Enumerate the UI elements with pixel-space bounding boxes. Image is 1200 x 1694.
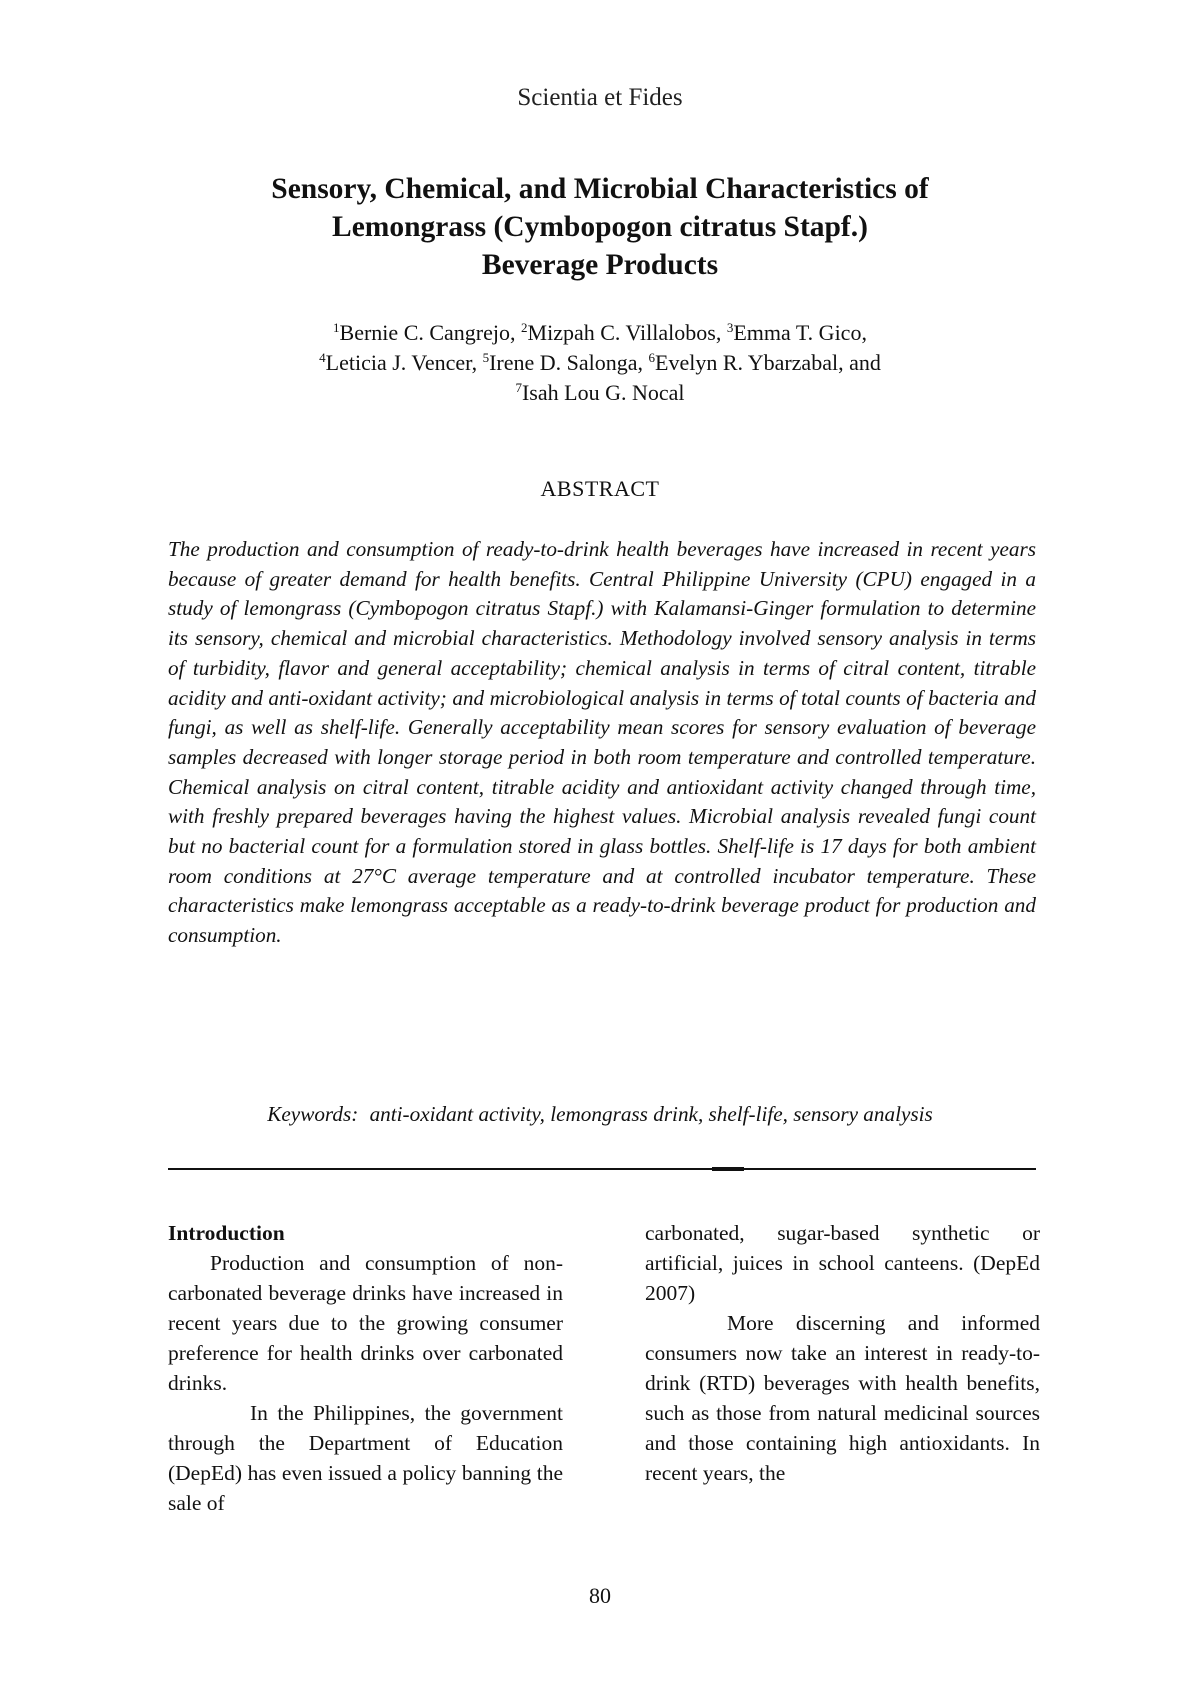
author-name: Leticia J. Vencer, — [325, 350, 483, 375]
body-paragraph: More discerning and informed consumers now take an interest in ready-to-drink (RTD) beverages with health benefits, such as those from natural medicinal sources and those containing high antioxidants. In recent years, the — [645, 1311, 1040, 1485]
section-divider-accent — [712, 1167, 744, 1171]
author-affiliation-marker: 1 — [333, 320, 340, 335]
author-name: Evelyn R. Ybarzabal, and — [655, 350, 881, 375]
body-paragraph: carbonated, sugar-based synthetic or artificial, juices in school canteens. (DepEd 2007) — [645, 1221, 1040, 1305]
section-divider — [168, 1168, 1036, 1170]
abstract-text: The production and consumption of ready-to-drink health beverages have increased in recent years because of greater demand for health benefits. Central Philippine University (CPU) engaged in a study of lemongrass (Cymbopogon citratus Stapf.) with Kalamansi-Ginger formulation to determine its sensory, chemical and microbial characteristics. Methodology involved sensory analysis in terms of turbidity, flavor and general acceptability; chemical analysis in terms of citral content, titrable acidity and anti-oxidant activity; and microbiological analysis in terms of total counts of bacteria and fungi, as well as shelf-life. Generally acceptability mean scores for sensory evaluation of beverage samples decreased with longer storage period in both room temperature and controlled temperature. Chemical analysis on citral content, titrable acidity and antioxidant activity changed through time, with freshly prepared beverages having the highest values. Microbial analysis revealed fungi count but no bacterial count for a formulation stored in glass bottles. Shelf-life is 17 days for both ambient room conditions at 27°C average temperature and at controlled incubator temperature. These characteristics make lemongrass acceptable as a ready-to-drink beverage product for production and consumption. — [168, 537, 1036, 948]
abstract-heading: ABSTRACT — [540, 476, 660, 501]
author-affiliation-marker: 2 — [521, 320, 528, 335]
body-paragraph: In the Philippines, the government through the Department of Education (DepEd) has even issued a policy banning the sale of — [168, 1401, 563, 1515]
body-paragraph: Production and consumption of non-carbonated beverage drinks have increased in recent years due to the growing consumer preference for health drinks over carbonated drinks. — [168, 1251, 563, 1395]
article-title — [150, 170, 1050, 284]
author-affiliation-marker: 3 — [726, 320, 734, 335]
introduction-heading: Introduction — [168, 1221, 285, 1245]
author-list — [150, 318, 1050, 408]
author-name: Irene D. Salonga, — [489, 350, 649, 375]
keywords — [230, 1100, 970, 1129]
author-line-3 — [150, 378, 1050, 408]
journal-name: Scientia et Fides — [517, 84, 683, 111]
author-name: Mizpah C. Villalobos, — [527, 320, 727, 345]
author-name: Bernie C. Cangrejo, — [339, 320, 522, 345]
title-line-2: Lemongrass (Cymbopogon citratus Stapf.) — [332, 211, 868, 243]
author-name: Isah Lou G. Nocal — [521, 380, 685, 405]
author-affiliation-marker: 6 — [648, 350, 656, 365]
keywords-label: Keywords: — [267, 1102, 359, 1126]
page-number: 80 — [589, 1583, 611, 1608]
author-affiliation-marker: 4 — [319, 350, 326, 365]
author-name: Emma T. Gico, — [733, 320, 867, 345]
body-column-left — [168, 1218, 563, 1518]
title-line-3: Beverage Products — [481, 249, 719, 281]
body-column-right — [645, 1218, 1040, 1488]
author-affiliation-marker: 7 — [515, 380, 522, 395]
author-line-2 — [150, 348, 1050, 378]
keywords-text: anti-oxidant activity, lemongrass drink, shelf-life, sensory analysis — [369, 1102, 933, 1126]
author-affiliation-marker: 5 — [482, 350, 490, 365]
author-line-1 — [150, 318, 1050, 348]
title-line-1: Sensory, Chemical, and Microbial Characteristics of — [271, 173, 929, 205]
